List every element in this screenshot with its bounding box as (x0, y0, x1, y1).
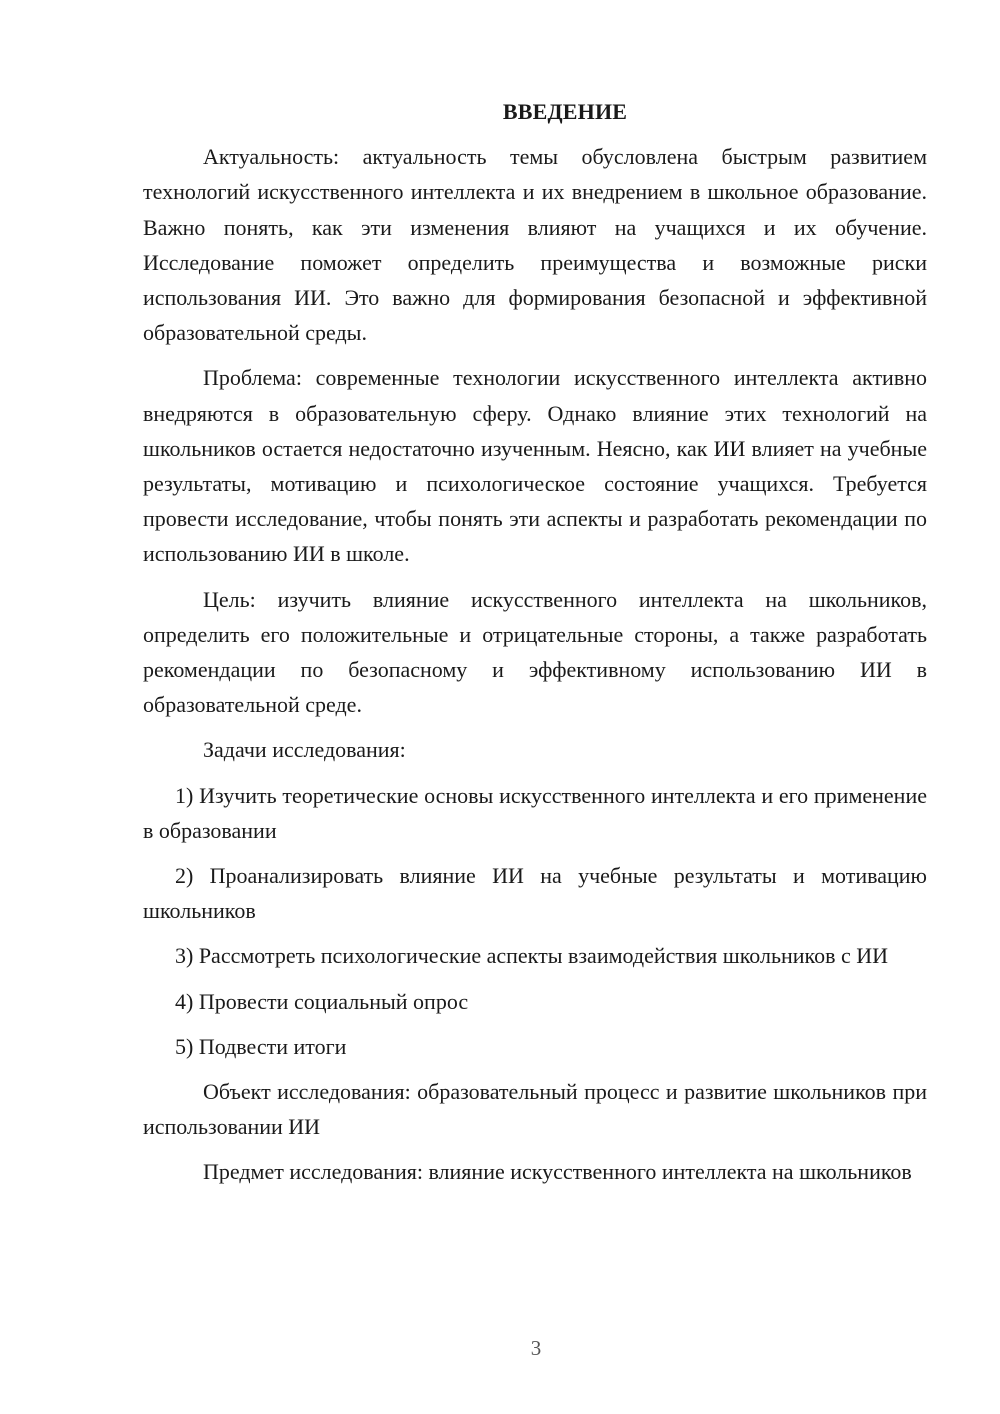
subject-paragraph: Предмет исследования: влияние искусственного интеллекта на школьников (203, 1159, 912, 1185)
problem-paragraph: Проблема: современные технологии искусственного интеллекта активно внедряются в образовательную сферу. Однако влияние этих технологий на школьников остается недостаточно изученным. Неясно, как ИИ влияет на учебные результаты, мотивацию и психологическое состояние учащихся. Требуется провести исследование, чтобы понять эти аспекты и разработать рекомендации по использованию ИИ в школе. (143, 365, 927, 567)
page-content (143, 94, 927, 1200)
task-item-1: 1) Изучить теоретические основы искусственного интеллекта и его применение в образовании (143, 782, 927, 843)
task-item-4: 4) Провести социальный опрос (175, 988, 469, 1014)
relevance-paragraph: Актуальность: актуальность темы обусловлена быстрым развитием технологий искусственного интеллекта и их внедрением в школьное образование. Важно понять, как эти изменения влияют на учащихся и их обучение. Исследование поможет определить преимущества и возможные риски использования ИИ. Это важно для формирования безопасной и эффективной образовательной среды. (143, 144, 927, 346)
task-item-3: 3) Рассмотреть психологические аспекты взаимодействия школьников с ИИ (175, 943, 889, 969)
section-title: ВВЕДЕНИЕ (502, 99, 628, 124)
task-item-2: 2) Проанализировать влияние ИИ на учебные результаты и мотивацию школьников (143, 863, 927, 924)
goal-paragraph: Цель: изучить влияние искусственного интеллекта на школьников, определить его положительные и отрицательные стороны, а также разработать рекомендации по безопасному и эффективному использованию ИИ в образовательной среде. (143, 586, 927, 718)
object-paragraph: Объект исследования: образовательный процесс и развитие школьников при использовании ИИ (143, 1079, 927, 1140)
task-item-5: 5) Подвести итоги (175, 1033, 347, 1059)
tasks-heading: Задачи исследования: (203, 737, 406, 763)
page-number: 3 (530, 1336, 542, 1360)
